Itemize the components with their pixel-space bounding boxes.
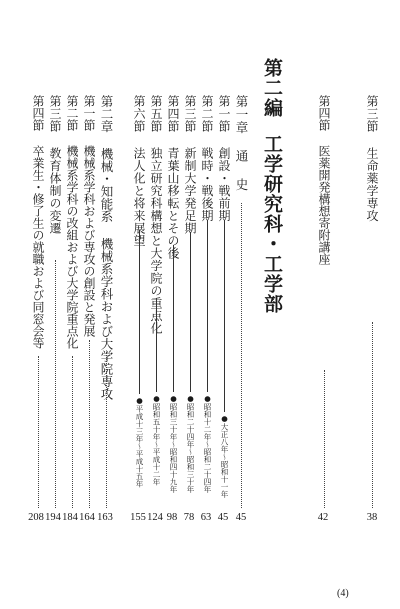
dot-leader <box>372 322 375 508</box>
part-title: 工学研究科・工学部 <box>261 134 283 314</box>
toc-section-label: 第四節 青葉山移転とその後 <box>166 95 180 260</box>
toc-section-label: 第一節 機械系学科および専攻の創設と発展 <box>82 95 96 337</box>
toc-section-label: 第四節 卒業生・修了生の就職および同窓会等 <box>31 95 45 349</box>
page-number: 155 <box>130 512 146 523</box>
page-number: 42 <box>317 512 329 523</box>
chapter-heading: 第二章 機械・知能系 機械系学科および大学院専攻 <box>99 95 114 400</box>
page-number: 78 <box>183 512 195 523</box>
page-number: 63 <box>200 512 212 523</box>
dot-leader <box>89 340 92 508</box>
page-number: 38 <box>366 512 378 523</box>
page-number: 98 <box>166 512 178 523</box>
part-heading <box>262 58 281 314</box>
page-number: 164 <box>79 512 95 523</box>
toc-section-label: 第六節 法人化と将来展望 <box>132 95 146 247</box>
toc-section-label: 第三節 生命薬学専攻 <box>365 95 379 222</box>
part-number: 第二編 <box>261 58 283 118</box>
period-note: ●昭和十二年～昭和二十四年 <box>203 394 212 493</box>
chapter-heading: 第一章 通 史 <box>234 95 249 191</box>
leader-line <box>156 300 157 392</box>
leader-line <box>224 220 225 412</box>
period-note: ●大正八年～昭和十一年 <box>220 414 229 498</box>
dot-leader <box>55 260 58 508</box>
page-number: 45 <box>217 512 229 523</box>
period-note: ●昭和五十年～平成十二年 <box>152 394 161 486</box>
dot-leader <box>324 370 327 508</box>
dot-leader <box>38 356 41 508</box>
leader-line <box>139 230 140 394</box>
page-number: 124 <box>147 512 163 523</box>
dot-leader <box>72 356 75 508</box>
page-number: 45 <box>235 512 247 523</box>
toc-section-label: 第五節 独立研究科構想と大学院の重点化 <box>149 95 163 335</box>
toc-section-label: 第二節 機械系学科の改組および大学院重点化 <box>65 95 79 349</box>
toc-section-label: 第二節 戦時・戦後期 <box>200 95 214 222</box>
page-number: 194 <box>45 512 61 523</box>
leader-line <box>207 220 208 392</box>
dot-leader <box>241 203 244 508</box>
leader-line <box>173 245 174 392</box>
period-note: ●昭和二十四年～昭和三十年 <box>186 394 195 493</box>
leader-line <box>190 232 191 392</box>
dot-leader <box>106 352 109 508</box>
page-number: 208 <box>28 512 44 523</box>
toc-section-label: 第四節 医薬開発構想寄附講座 <box>317 95 331 265</box>
period-note: ●平成十三年～平成十五年 <box>135 396 144 488</box>
folio: (4) <box>337 588 349 599</box>
page-number: 184 <box>62 512 78 523</box>
period-note: ●昭和三十年～昭和四十九年 <box>169 394 178 493</box>
page-number: 163 <box>97 512 113 523</box>
toc-section-label: 第三節 新制大学発足期 <box>183 95 197 235</box>
toc-section-label: 第三節 教育体制の変遷 <box>48 95 62 235</box>
toc-section-label: 第一節 創設・戦前期 <box>217 95 231 222</box>
